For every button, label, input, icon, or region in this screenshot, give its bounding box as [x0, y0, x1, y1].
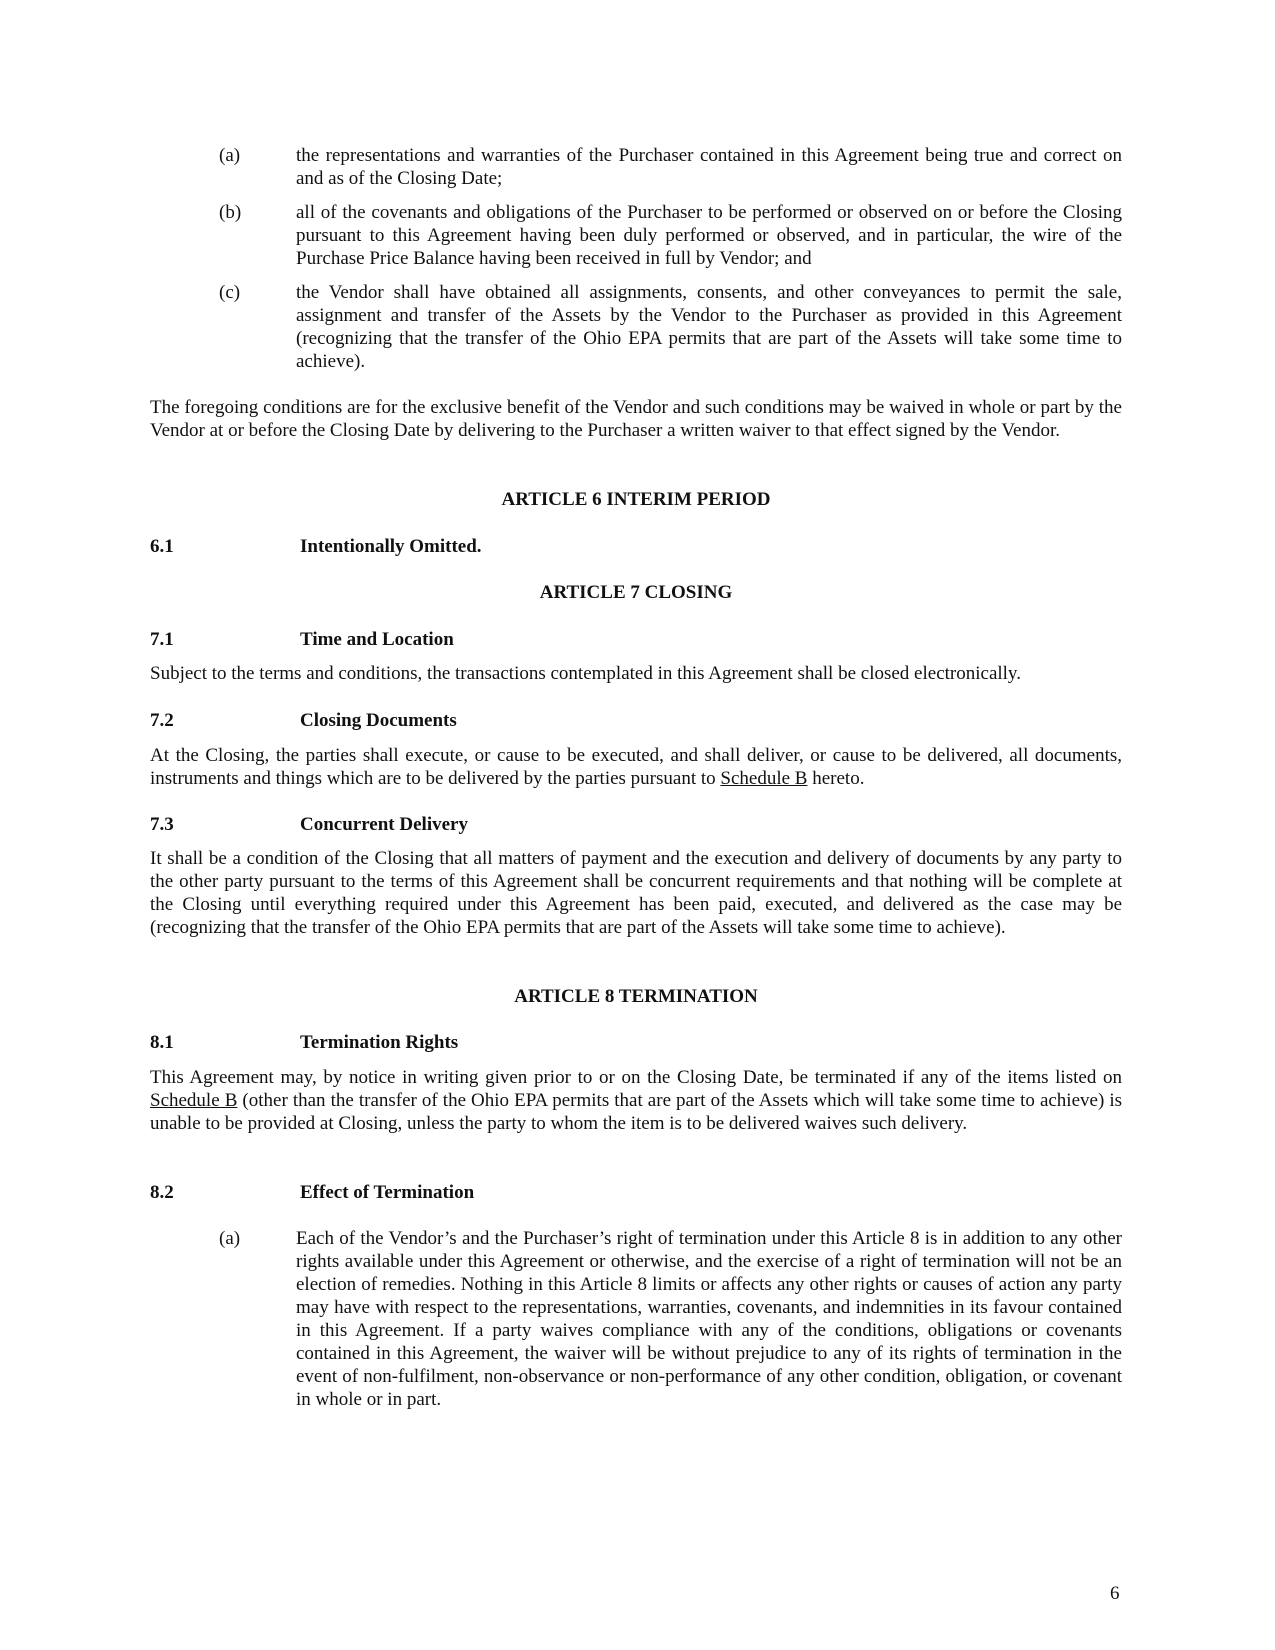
- text-run: hereto.: [807, 768, 865, 789]
- condition-text: all of the covenants and obligations of the Purchaser to be performed or observed on or before the Closing pursuant to this Agreement having been duly performed or observed, and in particular, the wire of the Purchase Price Balance having been received in full by Vendor; and: [296, 202, 1122, 269]
- page-number: 6: [1110, 1583, 1120, 1604]
- article-6-heading: ARTICLE 6 INTERIM PERIOD: [501, 489, 771, 510]
- item-label: (a): [219, 1228, 241, 1249]
- section-number: 7.3: [150, 814, 174, 835]
- section-number: 8.1: [150, 1032, 174, 1053]
- condition-label: (b): [219, 202, 242, 223]
- schedule-b-reference: Schedule B: [150, 1090, 238, 1111]
- article-7-heading: ARTICLE 7 CLOSING: [539, 582, 733, 603]
- section-7-2-text: [150, 744, 1122, 790]
- section-title: Closing Documents: [300, 710, 457, 731]
- condition-text: the representations and warranties of the Purchaser contained in this Agreement being true and correct on and as of the Closing Date;: [296, 145, 1122, 189]
- section-number: 7.2: [150, 710, 174, 731]
- section-title: Termination Rights: [300, 1032, 459, 1053]
- condition-label: (a): [219, 145, 241, 166]
- condition-label: (c): [219, 282, 241, 303]
- section-title: Effect of Termination: [300, 1182, 475, 1203]
- text-run: (other than the transfer of the Ohio EPA permits that are part of the Assets which will take some time to achieve) is unable to be provided at Closing, unless the party to whom the item is to be delivered waives such delivery.: [150, 1090, 1122, 1134]
- section-7-3-text: It shall be a condition of the Closing that all matters of payment and the execution and delivery of documents by any party to the other party pursuant to the terms of this Agreement shall be concurrent requirements and that nothing will be complete at the Closing until everything required under this Agreement has been paid, executed, and delivered as the case may be (recognizing that the transfer of the Ohio EPA permits that are part of the Assets will take some time to achieve).: [150, 848, 1122, 938]
- section-number: 8.2: [150, 1182, 174, 1203]
- condition-text: the Vendor shall have obtained all assignments, consents, and other conveyances to permit the sale, assignment and transfer of the Assets by the Vendor to the Purchaser as provided in this Agreement (recognizing that the transfer of the Ohio EPA permits that are part of the Assets will take some time to achieve).: [296, 282, 1122, 372]
- schedule-b-reference: Schedule B: [720, 768, 808, 789]
- foregoing-paragraph: The foregoing conditions are for the exclusive benefit of the Vendor and such conditions may be waived in whole or part by the Vendor at or before the Closing Date by delivering to the Purchaser a written waiver to that effect signed by the Vendor.: [150, 397, 1122, 441]
- section-7-1-text: Subject to the terms and conditions, the transactions contemplated in this Agreement shall be closed electronically.: [150, 663, 1021, 684]
- text-run: At the Closing, the parties shall execute, or cause to be executed, and shall deliver, or cause to be delivered, all documents, instruments and things which are to be delivered by the parties pursuant to: [150, 745, 1122, 789]
- section-8-1-text: [150, 1066, 1122, 1135]
- section-title: Intentionally Omitted.: [300, 536, 482, 557]
- section-number: 7.1: [150, 629, 174, 650]
- text-run: This Agreement may, by notice in writing given prior to or on the Closing Date, be terminated if any of the items listed on: [150, 1067, 1122, 1088]
- section-number: 6.1: [150, 536, 174, 557]
- article-8-heading: ARTICLE 8 TERMINATION: [514, 986, 758, 1007]
- section-title: Concurrent Delivery: [300, 814, 468, 835]
- section-title: Time and Location: [300, 629, 454, 650]
- item-text: Each of the Vendor’s and the Purchaser’s right of termination under this Article 8 is in addition to any other rights available under this Agreement or otherwise, and the exercise of a right of termination will not be an election of remedies. Nothing in this Article 8 limits or affects any other rights or causes of action any party may have with respect to the representations, warranties, covenants, and indemnities in its favour contained in this Agreement. If a party waives compliance with any of the conditions, obligations or covenants contained in this Agreement, the waiver will be without prejudice to any of its rights of termination in the event of non-fulfilment, non-observance or non-performance of any other condition, obligation, or covenant in whole or in part.: [296, 1228, 1122, 1410]
